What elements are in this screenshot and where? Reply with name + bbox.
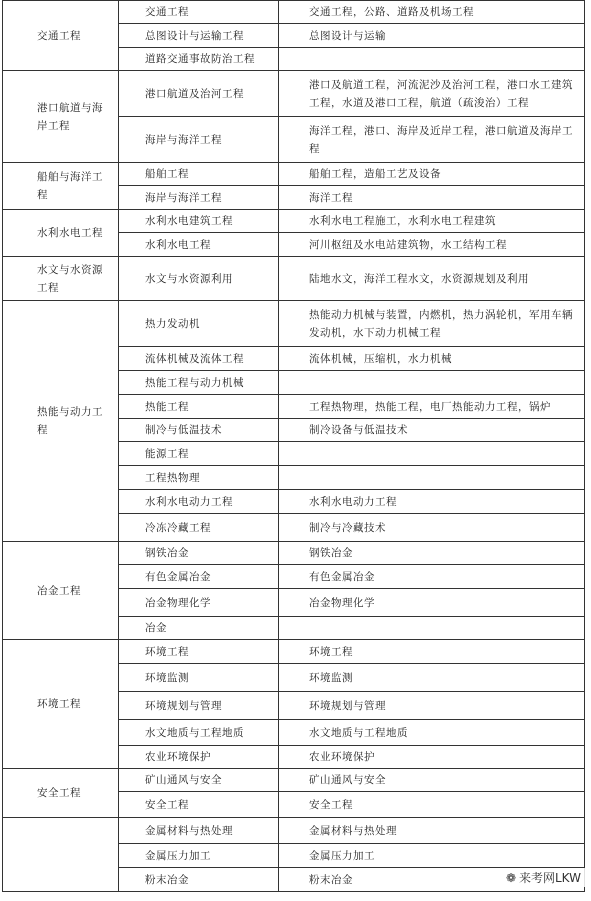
major-name: 水利水电建筑工程 [119, 210, 279, 233]
major-name: 道路交通事故防治工程 [119, 48, 279, 71]
related-majors: 安全工程 [279, 792, 585, 818]
related-majors: 流体机械，压缩机，水力机械 [279, 347, 585, 371]
related-majors: 农业环境保护 [279, 746, 585, 769]
major-name: 水文地质与工程地质 [119, 720, 279, 746]
related-majors: 冶金物理化学 [279, 589, 585, 617]
related-majors: 金属材料与热处理 [279, 818, 585, 844]
major-name: 水利水电动力工程 [119, 490, 279, 514]
group-name: 环境工程 [3, 640, 119, 769]
related-majors: 港口及航道工程，河流泥沙及治河工程，港口水工建筑工程，水道及港口工程，航道（疏浚治）工程 [279, 71, 585, 117]
related-majors [279, 442, 585, 466]
group-name: 交通工程 [3, 1, 119, 71]
related-majors [279, 466, 585, 490]
major-name: 安全工程 [119, 792, 279, 818]
table-row [3, 818, 585, 844]
group-name: 热能与动力工程 [3, 301, 119, 542]
table-row [3, 301, 585, 347]
major-name: 粉末冶金 [119, 868, 279, 892]
related-majors: 环境工程 [279, 640, 585, 664]
major-name: 环境监测 [119, 664, 279, 692]
major-name: 有色金属冶金 [119, 565, 279, 589]
major-name: 工程热物理 [119, 466, 279, 490]
major-name: 金属压力加工 [119, 844, 279, 868]
major-name: 环境工程 [119, 640, 279, 664]
major-name: 制冷与低温技术 [119, 419, 279, 442]
table-row [3, 257, 585, 301]
table-row [3, 640, 585, 664]
group-name: 港口航道与海岸工程 [3, 71, 119, 163]
major-name: 冶金物理化学 [119, 589, 279, 617]
table-row [3, 542, 585, 565]
watermark-text: 来考网LKW [519, 871, 581, 885]
related-majors: 制冷与冷藏技术 [279, 514, 585, 542]
table-row [3, 163, 585, 186]
major-name: 港口航道及治河工程 [119, 71, 279, 117]
related-majors: 制冷设备与低温技术 [279, 419, 585, 442]
related-majors: 水文地质与工程地质 [279, 720, 585, 746]
table-row [3, 1, 585, 24]
related-majors: 金属压力加工 [279, 844, 585, 868]
related-majors: 工程热物理，热能工程，电厂热能动力工程，锅炉 [279, 395, 585, 419]
major-name: 水利水电工程 [119, 233, 279, 257]
major-name: 金属材料与热处理 [119, 818, 279, 844]
related-majors [279, 617, 585, 640]
major-name: 冶金 [119, 617, 279, 640]
related-majors: 热能动力机械与装置，内燃机，热力涡轮机，军用车辆发动机，水下动力机械工程 [279, 301, 585, 347]
related-majors: 陆地水文，海洋工程水文，水资源规划及利用 [279, 257, 585, 301]
major-name: 流体机械及流体工程 [119, 347, 279, 371]
related-majors: 海洋工程 [279, 186, 585, 210]
major-name: 热能工程与动力机械 [119, 371, 279, 395]
discipline-table [2, 0, 585, 892]
major-name: 钢铁冶金 [119, 542, 279, 565]
group-name: 水文与水资源工程 [3, 257, 119, 301]
group-name: 安全工程 [3, 769, 119, 818]
major-name: 热能工程 [119, 395, 279, 419]
group-name: 船舶与海洋工程 [3, 163, 119, 210]
major-name: 农业环境保护 [119, 746, 279, 769]
major-name: 海岸与海洋工程 [119, 117, 279, 163]
major-name: 船舶工程 [119, 163, 279, 186]
related-majors: 矿山通风与安全 [279, 769, 585, 792]
major-name: 热力发动机 [119, 301, 279, 347]
related-majors: 有色金属冶金 [279, 565, 585, 589]
major-name: 海岸与海洋工程 [119, 186, 279, 210]
related-majors: 船舶工程，造船工艺及设备 [279, 163, 585, 186]
group-name [3, 818, 119, 892]
group-name: 冶金工程 [3, 542, 119, 640]
related-majors: 海洋工程，港口、海岸及近岸工程，港口航道及海岸工程 [279, 117, 585, 163]
table-row [3, 210, 585, 233]
group-name: 水利水电工程 [3, 210, 119, 257]
table-row [3, 71, 585, 117]
related-majors: 环境规划与管理 [279, 692, 585, 720]
related-majors: 粉末冶金 [279, 868, 585, 892]
related-majors: 总图设计与运输 [279, 24, 585, 48]
wechat-icon: ❁ [505, 870, 516, 885]
major-name: 交通工程 [119, 1, 279, 24]
major-name: 冷冻冷藏工程 [119, 514, 279, 542]
related-majors: 水利水电工程施工，水利水电工程建筑 [279, 210, 585, 233]
major-name: 能源工程 [119, 442, 279, 466]
related-majors: 河川枢纽及水电站建筑物，水工结构工程 [279, 233, 585, 257]
major-name: 矿山通风与安全 [119, 769, 279, 792]
watermark [502, 868, 585, 887]
major-name: 总图设计与运输工程 [119, 24, 279, 48]
table-row [3, 769, 585, 792]
related-majors: 环境监测 [279, 664, 585, 692]
related-majors: 水利水电动力工程 [279, 490, 585, 514]
related-majors: 钢铁冶金 [279, 542, 585, 565]
major-name: 环境规划与管理 [119, 692, 279, 720]
related-majors: 交通工程，公路、道路及机场工程 [279, 1, 585, 24]
related-majors [279, 371, 585, 395]
major-name: 水文与水资源利用 [119, 257, 279, 301]
related-majors [279, 48, 585, 71]
